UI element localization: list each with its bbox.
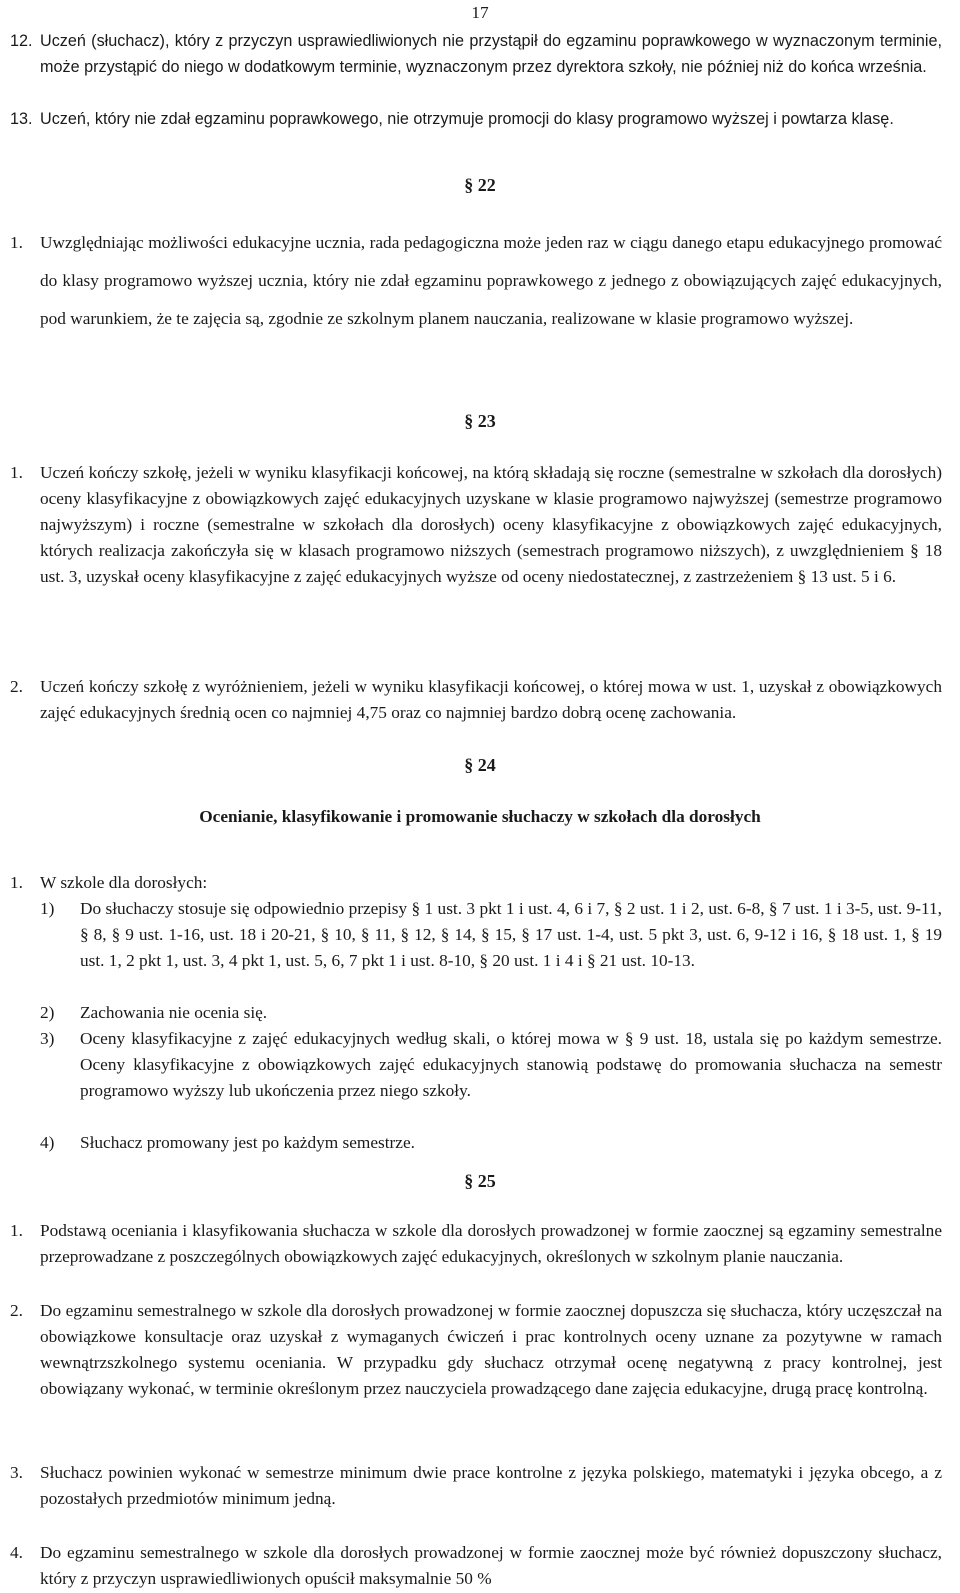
- paragraph-12: [10, 28, 942, 80]
- paragraph-13: [10, 106, 942, 132]
- paragraph-text: Uczeń kończy szkołę z wyróżnieniem, jeżeli w wyniku klasyfikacji końcowej, o której mowa w ust. 1, uzyskał z obowiązkowych zajęć edukacyjnych średnią ocen co najmniej 4,75 oraz co najmniej bardzo dobrą ocenę zachowania.: [40, 677, 942, 722]
- section-24-heading: Ocenianie, klasyfikowanie i promowanie słuchaczy w szkołach dla dorosłych: [199, 807, 761, 826]
- section-24-paragraph-1: [10, 870, 942, 896]
- list-item-text: Do słuchaczy stosuje się odpowiednio przepisy § 1 ust. 3 pkt 1 i ust. 4, 6 i 7, § 2 ust. 1 i 2, ust. 6-8, § 7 ust. 1 i 3-5, ust. 9-11, § 8, § 9 ust. 1-16, ust. 18 i 20-21, § 10, § 11, § 12, § 14, § 15, § 17 ust. 1-4, ust. 5 pkt 3, ust. 6, 9-12 i 16, § 18 ust. 1, § 19 ust. 1, 2 pkt 1, ust. 3, 4 pkt 1, ust. 5, 6, 7 pkt 1 i ust. 8-10, § 20 ust. 1 i 4 i § 21 ust. 10-13.: [80, 899, 942, 970]
- section-25-paragraph-2: [10, 1298, 942, 1402]
- section-22-paragraph-1: [10, 224, 942, 338]
- list-item-2: [40, 1000, 942, 1026]
- paragraph-text: Uczeń, który nie zdał egzaminu poprawkowego, nie otrzymuje promocji do klasy programowo wyższej i powtarza klasę.: [40, 110, 894, 128]
- paragraph-number: 1.: [10, 463, 23, 482]
- paragraph-number: 2.: [10, 677, 23, 696]
- paragraph-number: 4.: [10, 1543, 23, 1562]
- list-item-text: Oceny klasyfikacyjne z zajęć edukacyjnych według skali, o której mowa w § 9 ust. 18, ustala się po każdym semestrze. Oceny klasyfikacyjne z obowiązkowych zajęć edukacyjnych stanowią podstawę do promowania słuchacza na semestr programowo wyższy lub ukończenia przez niego szkoły.: [80, 1029, 942, 1100]
- paragraph-number: 3.: [10, 1463, 23, 1482]
- paragraph-text: Uczeń kończy szkołę, jeżeli w wyniku klasyfikacji końcowej, na którą składają się roczne (semestralne w szkołach dla dorosłych) oceny klasyfikacyjne z obowiązkowych zajęć edukacyjnych uzyskane w klasie programowo najwyższej (semestrze programowo najwyższym) i roczne (semestralne w szkołach dla dorosłych) oceny klasyfikacyjne z obowiązkowych zajęć edukacyjnych, których realizacja zakończyła się w klasach programowo niższych (semestrach programowo niższych), z uwzględnieniem § 18 ust. 3, uzyskał oceny klasyfikacyjne z zajęć edukacyjnych wyższe od oceny niedostatecznej, z zastrzeżeniem § 13 ust. 5 i 6.: [40, 463, 942, 586]
- paragraph-text: Do egzaminu semestralnego w szkole dla dorosłych prowadzonej w formie zaocznej może być również dopuszczony słuchacz, który z przyczyn usprawiedliwionych opuścił maksymalnie 50 %: [40, 1543, 942, 1588]
- list-item-number: 3): [40, 1029, 55, 1048]
- list-item-number: 1): [40, 899, 55, 918]
- list-item-text: Zachowania nie ocenia się.: [80, 1003, 268, 1022]
- section-23-title: § 23: [464, 411, 496, 431]
- list-item-1: [40, 896, 942, 974]
- list-item-number: 4): [40, 1133, 55, 1152]
- section-25-paragraph-3: [10, 1460, 942, 1512]
- paragraph-text: Uwzględniając możliwości edukacyjne ucznia, rada pedagogiczna może jeden raz w ciągu danego etapu edukacyjnego promować do klasy programowo wyższej ucznia, który nie zdał egzaminu poprawkowego z jednego z obowiązujących zajęć edukacyjnych, pod warunkiem, że te zajęcia są, zgodnie ze szkolnym planem nauczania, realizowane w klasie programowo wyższej.: [40, 233, 942, 328]
- paragraph-number: 12.: [10, 32, 33, 50]
- paragraph-number: 1.: [10, 233, 23, 252]
- paragraph-text: Podstawą oceniania i klasyfikowania słuchacza w szkole dla dorosłych prowadzonej w formie zaocznej są egzaminy semestralne przeprowadzane z poszczególnych obowiązkowych zajęć edukacyjnych, określonych w szkolnym planie nauczania.: [40, 1221, 942, 1266]
- section-23-paragraph-2: [10, 674, 942, 726]
- list-item-3: [40, 1026, 942, 1104]
- section-25-paragraph-4: [10, 1540, 942, 1592]
- section-22-title: § 22: [464, 175, 496, 195]
- paragraph-text: Słuchacz powinien wykonać w semestrze minimum dwie prace kontrolne z języka polskiego, matematyki i języka obcego, a z pozostałych przedmiotów minimum jedną.: [40, 1463, 942, 1508]
- section-25-title: § 25: [464, 1171, 496, 1191]
- list-item-4: [40, 1130, 942, 1156]
- section-23-paragraph-1: [10, 460, 942, 590]
- paragraph-number: 2.: [10, 1301, 23, 1320]
- paragraph-number: 1.: [10, 873, 23, 892]
- page-number: 17: [471, 3, 489, 22]
- paragraph-text: W szkole dla dorosłych:: [40, 873, 208, 892]
- paragraph-number: 13.: [10, 110, 33, 128]
- section-24-title: § 24: [464, 755, 496, 775]
- paragraph-text: Uczeń (słuchacz), który z przyczyn usprawiedliwionych nie przystąpił do egzaminu poprawkowego w wyznaczonym terminie, może przystąpić do niego w dodatkowym terminie, wyznaczonym przez dyrektora szkoły, nie później niż do końca września.: [40, 32, 942, 76]
- list-item-number: 2): [40, 1003, 55, 1022]
- paragraph-number: 1.: [10, 1221, 23, 1240]
- section-25-paragraph-1: [10, 1218, 942, 1270]
- paragraph-text: Do egzaminu semestralnego w szkole dla dorosłych prowadzonej w formie zaocznej dopuszcza się słuchacza, który uczęszczał na obowiązkowe konsultacje oraz uzyskał z wymaganych ćwiczeń i prac kontrolnych oceny uznane za pozytywne w ramach wewnątrzszkolnego systemu oceniania. W przypadku gdy słuchacz otrzymał ocenę negatywną z pracy kontrolnej, jest obowiązany wykonać, w terminie określonym przez nauczyciela prowadzącego dane zajęcia edukacyjne, drugą pracę kontrolną.: [40, 1301, 942, 1398]
- list-item-text: Słuchacz promowany jest po każdym semestrze.: [80, 1133, 415, 1152]
